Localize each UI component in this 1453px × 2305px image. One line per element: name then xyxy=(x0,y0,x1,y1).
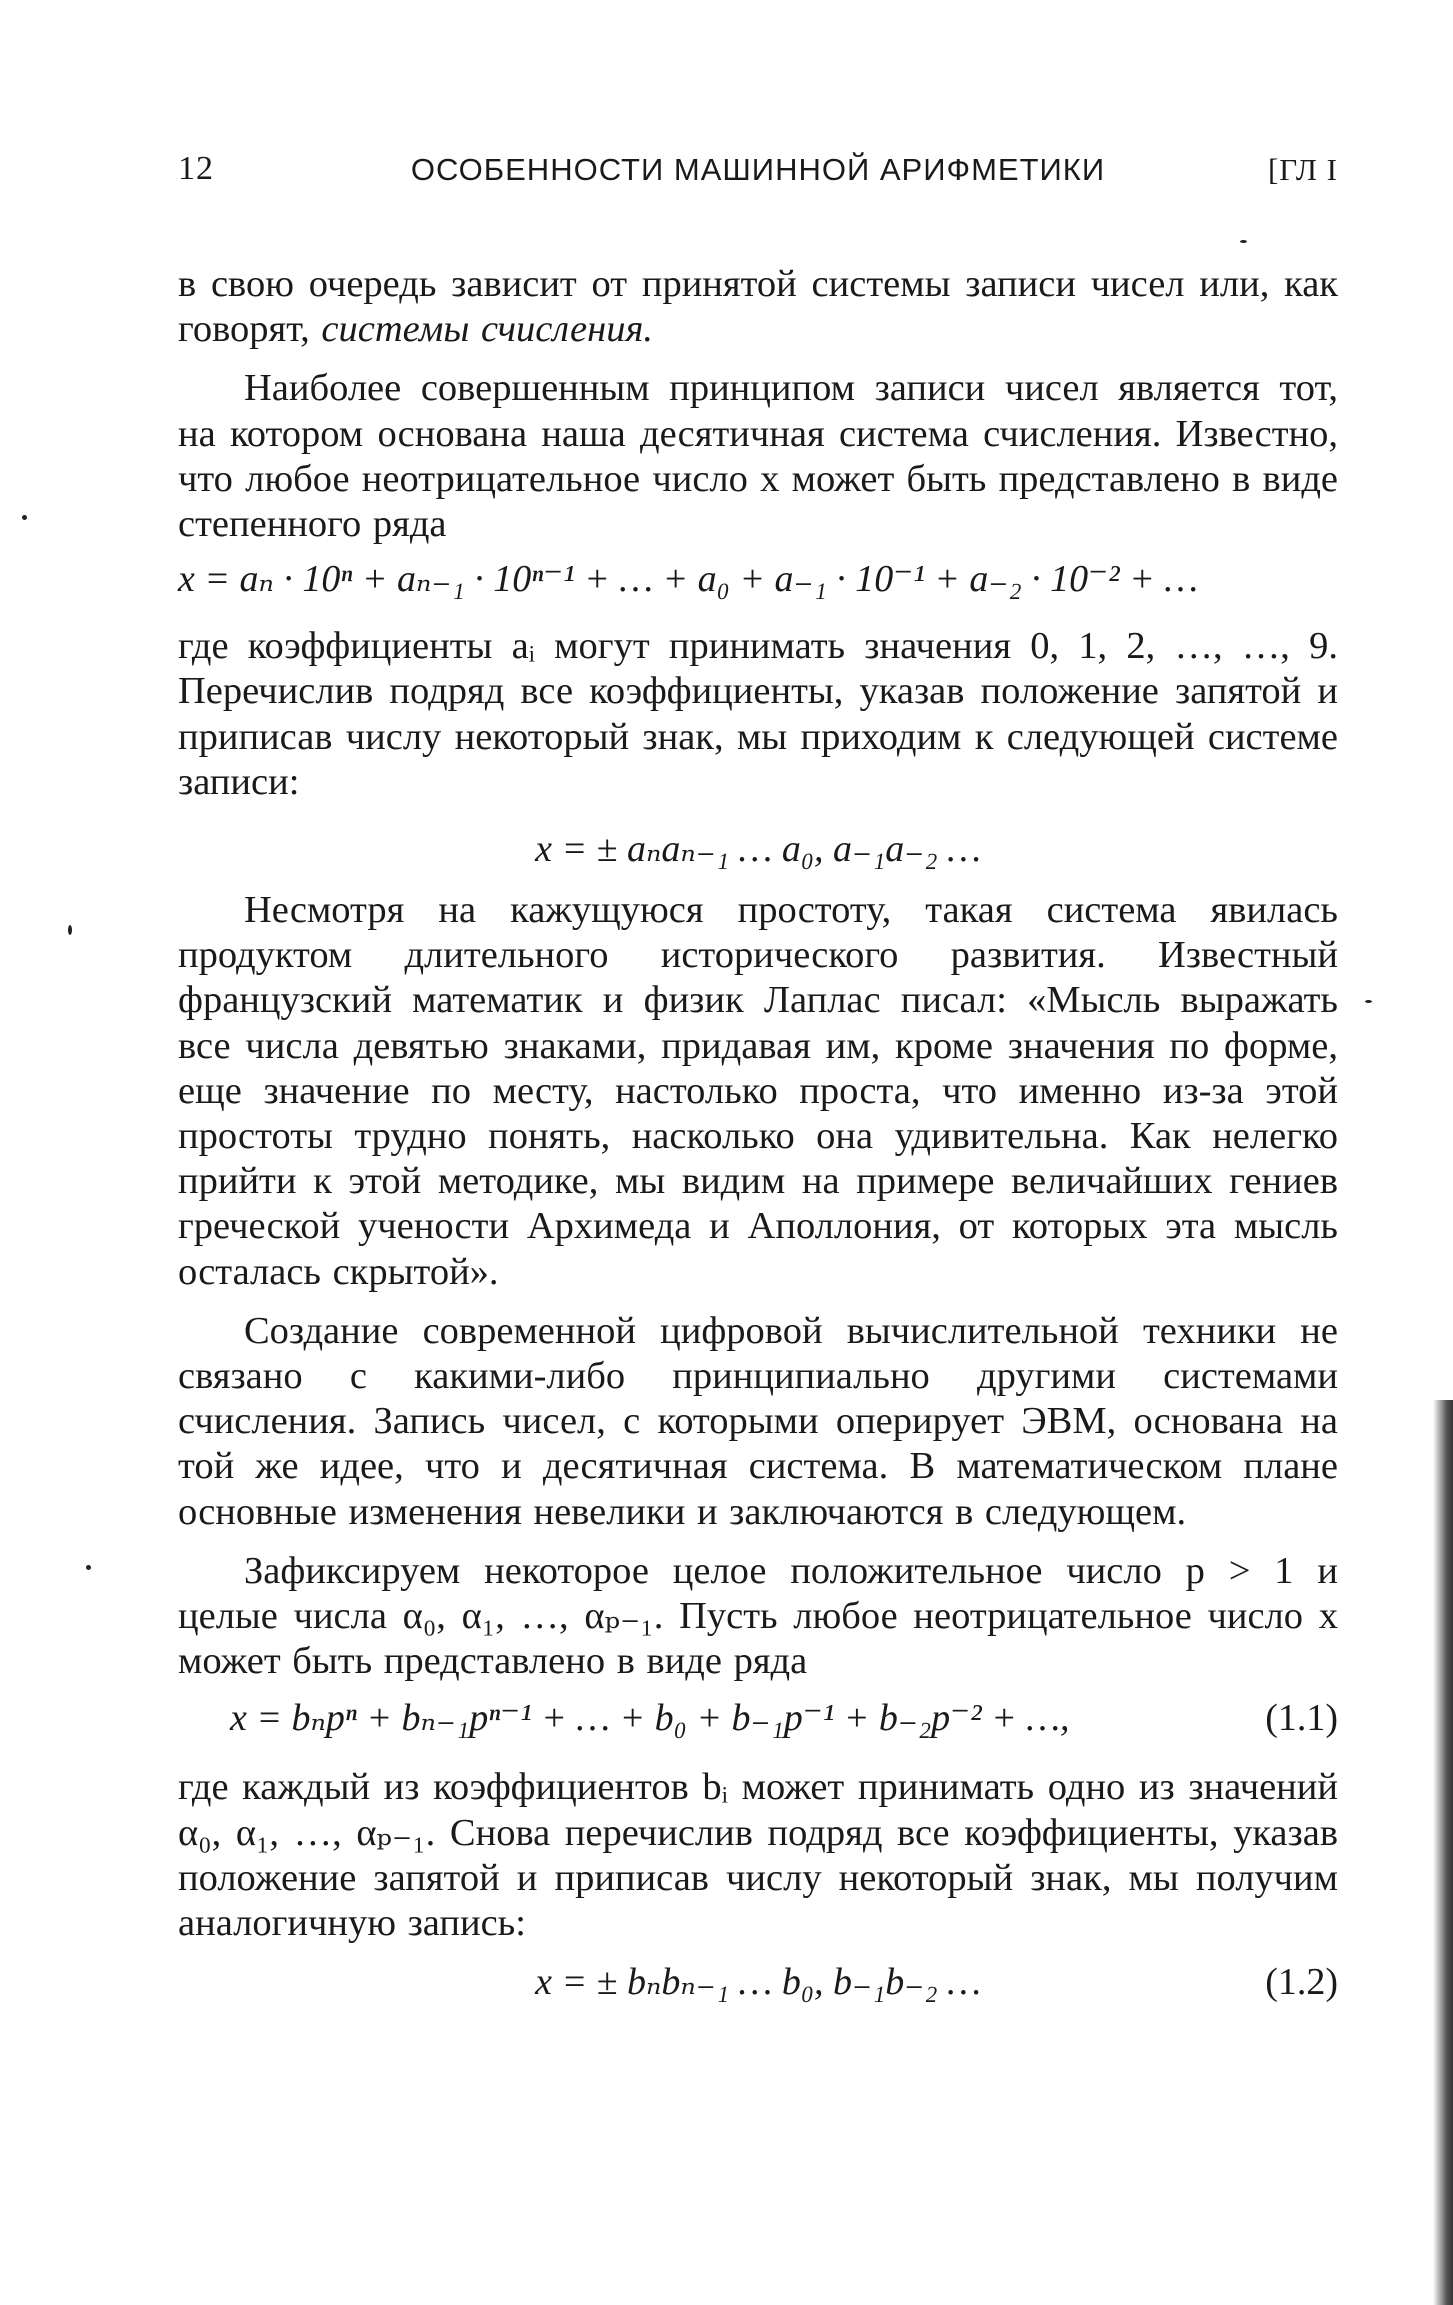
term-number-system: системы счисления. xyxy=(321,308,654,351)
formula-decimal-notation xyxy=(178,827,1338,872)
running-title: ОСОБЕННОСТИ МАШИННОЙ АРИФМЕТИКИ xyxy=(410,152,1106,187)
paragraph-3: где коэффициенты aᵢ могут принимать значения 0, 1, 2, …, …, 9. Перечислив подряд все коэффициенты, указав положение запятой и приписав числу некоторый знак, мы приходим к следующей системе записи: xyxy=(178,625,1338,803)
scan-edge-shadow xyxy=(1433,1400,1453,2305)
chapter-marker: [ГЛ I xyxy=(1267,152,1338,187)
equation-number-1-1: (1.1) xyxy=(1265,1697,1338,1740)
equation-1-2 xyxy=(178,1960,1338,2005)
scan-speck xyxy=(1240,240,1247,243)
equation-1-1 xyxy=(178,1696,1338,1741)
paragraph-5: Создание современной цифровой вычислительной техники не связано с какими-либо принципиально другими системами счисления. Запись чисел, с которыми оперирует ЭВМ, основана на той же идее, что и десятичная система. В математическом плане основные изменения невелики и заключаются в следующем. xyxy=(178,1309,1338,1533)
formula-decimal-notation-text: x = ± aₙaₙ₋₁ … a₀, a₋₁a₋₂ … xyxy=(535,828,981,871)
equation-1-2-text: x = ± bₙbₙ₋₁ … b₀, b₋₁b₋₂ … xyxy=(535,1961,981,2004)
scan-speck xyxy=(1365,1000,1372,1003)
formula-decimal-series xyxy=(178,557,1338,602)
paragraph-7: где каждый из коэффициентов bᵢ может принимать одно из значений α₀, α₁, …, αₚ₋₁. Снова перечислив подряд все коэффициенты, указав положение запятой и приписав числу некоторый знак, мы получим аналогичную запись: xyxy=(178,1766,1338,1945)
book-page xyxy=(178,0,1338,2305)
scan-speck xyxy=(86,1565,91,1570)
paragraph-4: Несмотря на кажущуюся простоту, такая система явилась продуктом длительного исторического развития. Известный французский математик и физик Лаплас писал: «Мысль выражать все числа девятью знаками, придавая им, кроме значения по форме, еще значение по месту, настолько проста, что именно из-за этой простоты трудно понять, насколько она удивительна. Как нелегко прийти к этой методике, мы видим на примере величайших гениев греческой учености Архимеда и Аполлония, от которых эта мысль осталась скрытой». xyxy=(178,889,1338,1293)
formula-decimal-series-text: x = aₙ · 10ⁿ + aₙ₋₁ · 10ⁿ⁻¹ + … + a₀ + a₋₁ · 10⁻¹ + a₋₂ · 10⁻² + … xyxy=(178,558,1199,601)
equation-1-1-text: x = bₙpⁿ + bₙ₋₁pⁿ⁻¹ + … + b₀ + b₋₁p⁻¹ + b₋₂p⁻² + …, xyxy=(230,1697,1070,1740)
scan-speck xyxy=(22,515,27,520)
scan-speck xyxy=(68,925,72,935)
body-text xyxy=(178,262,1338,2005)
paragraph-1-text: в свою очередь зависит от принятой системы записи чисел или, как говорят, xyxy=(178,263,1338,351)
paragraph-2: Наиболее совершенным принципом записи чисел является тот, на котором основана наша десятичная система счисления. Известно, что любое неотрицательное число x может быть представлено в виде степенного ряда xyxy=(178,367,1338,546)
running-head xyxy=(178,150,1338,200)
page-number: 12 xyxy=(178,150,214,187)
paragraph-6: Зафиксируем некоторое целое положительное число p > 1 и целые числа α₀, α₁, …, αₚ₋₁. Пусть любое неотрицательное число x может быть представлено в виде ряда xyxy=(178,1549,1338,1683)
equation-number-1-2: (1.2) xyxy=(1265,1961,1338,2004)
paragraph-1 xyxy=(178,262,1338,352)
